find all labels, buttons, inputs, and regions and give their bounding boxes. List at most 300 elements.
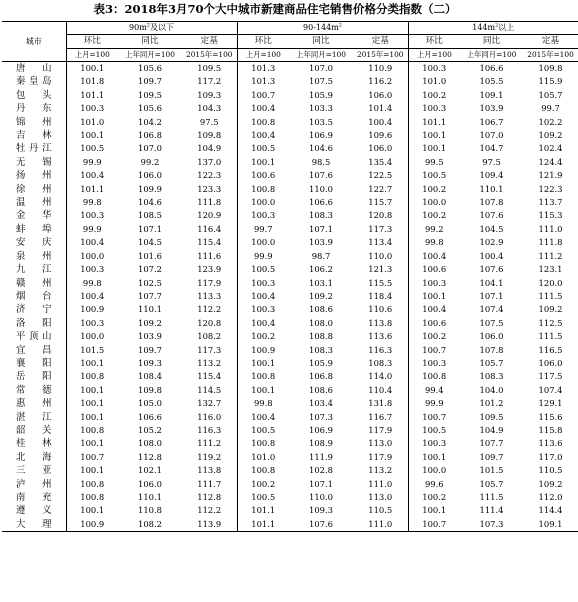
index-value-cell: 100.9 [66, 303, 118, 316]
index-value-cell: 109.2 [538, 130, 563, 141]
table-row [2, 464, 578, 477]
index-value-cell: 100.8 [408, 370, 460, 383]
group-label-sup: 2 [338, 22, 342, 29]
index-value-cell: 113.2 [197, 357, 222, 368]
index-value-cell: 101.0 [237, 451, 289, 464]
index-value-cell: 100.1 [66, 464, 118, 477]
table-title: 表3：2018年3月70个大中城市新建商品住宅销售价格分类指数（二） [93, 2, 457, 16]
index-value-cell: 101.1 [66, 89, 118, 102]
index-value-cell: 107.5 [479, 317, 504, 328]
index-value-cell: 99.2 [140, 156, 160, 167]
index-value-cell: 99.9 [408, 397, 460, 410]
index-value-cell: 107.7 [479, 438, 504, 449]
index-value-cell: 111.5 [538, 331, 563, 342]
index-value-cell: 99.9 [66, 156, 118, 169]
index-value-cell: 102.9 [479, 237, 504, 248]
index-value-cell: 108.3 [309, 210, 333, 221]
group-label-sup: 2 [495, 22, 499, 29]
index-value-cell: 113.0 [368, 438, 393, 449]
index-value-cell: 121.3 [368, 264, 393, 275]
index-value-cell: 113.7 [538, 197, 563, 208]
index-value-cell: 100.1 [66, 129, 118, 142]
index-value-cell: 99.6 [408, 478, 460, 491]
base-header: 上月=100 [237, 49, 289, 62]
index-value-cell: 109.3 [138, 357, 162, 368]
index-value-cell: 100.1 [408, 504, 460, 517]
index-value-cell: 100.7 [408, 344, 460, 357]
index-value-cell: 98.7 [311, 250, 331, 261]
index-value-cell: 116.0 [197, 411, 222, 422]
index-value-cell: 100.2 [237, 478, 289, 491]
index-value-cell: 111.5 [479, 492, 504, 502]
index-value-cell: 103.9 [479, 103, 504, 114]
index-value-cell: 105.0 [138, 398, 162, 409]
index-value-cell: 113.0 [368, 492, 393, 502]
index-value-cell: 111.2 [538, 250, 563, 261]
index-value-cell: 109.4 [479, 170, 504, 181]
index-value-cell: 100.9 [66, 518, 118, 532]
index-value-cell: 110.4 [368, 384, 393, 395]
table-row [2, 156, 578, 169]
index-value-cell: 100.0 [408, 196, 460, 209]
index-value-cell: 105.7 [538, 89, 563, 100]
table-row [2, 102, 578, 115]
index-value-cell: 112.8 [138, 451, 162, 462]
index-value-cell: 107.8 [479, 197, 504, 208]
group-header-medium [237, 22, 408, 35]
city-name-cell: 蚌埠 [16, 223, 52, 235]
table-row [2, 263, 578, 276]
index-value-cell: 113.8 [197, 465, 222, 476]
table-row [2, 424, 578, 437]
index-value-cell: 117.9 [368, 451, 393, 462]
group-label-base: 90m [129, 23, 147, 32]
index-value-cell: 100.3 [408, 62, 460, 76]
city-name-cell: 九江 [16, 264, 52, 276]
index-value-cell: 99.9 [66, 223, 118, 236]
index-value-cell: 107.1 [309, 478, 333, 489]
index-value-cell: 110.6 [368, 304, 393, 315]
city-name-cell: 湛江 [16, 411, 52, 423]
city-name-cell: 宜昌 [16, 344, 52, 356]
table-row [2, 504, 578, 517]
index-value-cell: 105.9 [309, 89, 333, 100]
index-value-cell: 115.4 [197, 237, 222, 248]
index-value-cell: 108.3 [479, 371, 504, 382]
index-value-cell: 100.1 [237, 384, 289, 397]
index-value-cell: 100.1 [408, 451, 460, 464]
base-header: 上年同月=100 [296, 50, 346, 59]
index-value-cell: 120.8 [197, 317, 222, 328]
table-row [2, 196, 578, 209]
index-value-cell: 102.1 [138, 465, 162, 476]
index-value-cell: 100.0 [408, 464, 460, 477]
index-value-cell: 100.0 [237, 196, 289, 209]
index-value-cell: 100.4 [237, 317, 289, 330]
table-row [2, 236, 578, 249]
index-value-cell: 120.8 [368, 210, 393, 221]
index-value-cell: 100.2 [408, 89, 460, 102]
index-value-cell: 113.8 [368, 317, 393, 328]
index-value-cell: 109.9 [138, 183, 162, 194]
index-value-cell: 100.1 [237, 357, 289, 370]
index-value-cell: 106.6 [309, 197, 333, 208]
table-row [2, 357, 578, 370]
table-row [2, 384, 578, 397]
index-value-cell: 100.3 [237, 277, 289, 290]
group-header-large [408, 22, 578, 35]
index-value-cell: 115.7 [368, 197, 393, 208]
index-value-cell: 107.1 [309, 223, 333, 234]
table-row [2, 344, 578, 357]
index-value-cell: 111.7 [197, 478, 222, 489]
index-value-cell: 99.8 [237, 397, 289, 410]
index-value-cell: 101.3 [237, 75, 289, 88]
index-value-cell: 100.4 [66, 169, 118, 182]
index-value-cell: 110.0 [309, 183, 333, 194]
base-header: 上月=100 [408, 49, 460, 62]
table-row [2, 169, 578, 182]
city-name-cell: 韶关 [16, 424, 52, 436]
index-value-cell: 100.1 [408, 142, 460, 155]
index-value-cell: 100.2 [408, 491, 460, 504]
index-value-cell: 129.1 [538, 398, 563, 409]
index-value-cell: 107.0 [309, 63, 333, 73]
city-name-cell: 南充 [16, 492, 52, 503]
city-name-cell: 惠州 [16, 398, 52, 410]
city-name-cell: 三亚 [16, 465, 52, 477]
index-value-cell: 101.2 [479, 398, 504, 409]
index-value-cell: 101.0 [66, 116, 118, 129]
index-value-cell: 117.9 [197, 277, 222, 288]
index-value-cell: 105.5 [479, 76, 504, 87]
metric-header: 定基 [353, 35, 408, 49]
city-name-cell: 温州 [16, 197, 52, 209]
table-row [2, 209, 578, 222]
index-value-cell: 107.3 [479, 518, 504, 529]
table-row [2, 183, 578, 196]
index-value-cell: 100.5 [66, 142, 118, 155]
index-value-cell: 103.9 [138, 331, 162, 342]
index-value-cell: 117.2 [197, 76, 222, 87]
index-value-cell: 101.5 [479, 465, 504, 476]
index-value-cell: 104.1 [479, 277, 504, 288]
index-value-cell: 116.4 [197, 223, 222, 234]
city-name-cell: 牡丹江 [16, 143, 52, 155]
index-value-cell: 99.7 [541, 103, 560, 114]
index-value-cell: 109.8 [138, 384, 162, 395]
index-value-cell: 122.3 [197, 170, 222, 181]
index-value-cell: 111.6 [197, 250, 222, 261]
city-name-cell: 泉州 [16, 250, 52, 262]
index-value-cell: 113.9 [197, 518, 222, 529]
index-value-cell: 109.6 [368, 130, 393, 141]
index-value-cell: 104.9 [197, 143, 222, 154]
index-value-cell: 106.0 [138, 478, 162, 489]
base-header: 上月=100 [66, 49, 118, 62]
index-value-cell: 104.7 [479, 143, 504, 154]
index-value-cell: 107.2 [138, 264, 162, 275]
index-value-cell: 106.6 [138, 411, 162, 422]
index-value-cell: 99.5 [408, 156, 460, 169]
index-value-cell: 102.2 [538, 116, 563, 127]
table-row [2, 317, 578, 330]
index-value-cell: 109.5 [479, 411, 504, 422]
index-value-cell: 104.6 [309, 143, 333, 154]
city-name-cell: 秦皇岛 [16, 76, 52, 88]
index-value-cell: 137.0 [197, 156, 222, 167]
index-value-cell: 100.1 [66, 397, 118, 410]
index-value-cell: 115.6 [538, 411, 563, 422]
index-value-cell: 104.9 [479, 424, 504, 435]
city-name-cell: 锦州 [16, 116, 52, 128]
index-value-cell: 110.5 [368, 505, 393, 516]
index-value-cell: 100.1 [66, 384, 118, 397]
table-row [2, 129, 578, 142]
index-value-cell: 100.4 [408, 303, 460, 316]
index-value-cell: 100.3 [66, 102, 118, 115]
index-value-cell: 99.8 [66, 277, 118, 290]
index-value-cell: 100.4 [237, 102, 289, 115]
index-value-cell: 109.8 [197, 130, 222, 141]
index-value-cell: 100.4 [368, 116, 393, 127]
index-value-cell: 100.2 [408, 330, 460, 343]
index-value-cell: 105.7 [479, 478, 504, 489]
index-value-cell: 108.5 [138, 210, 162, 221]
table-row [2, 62, 578, 76]
index-value-cell: 100.3 [237, 209, 289, 222]
index-value-cell: 100.5 [237, 263, 289, 276]
index-value-cell: 123.3 [197, 183, 222, 194]
index-value-cell: 107.0 [138, 143, 162, 154]
city-name-cell: 大理 [16, 518, 52, 530]
table-row [2, 116, 578, 129]
index-value-cell: 100.0 [66, 250, 118, 263]
index-value-cell: 117.9 [368, 424, 393, 435]
table-row [2, 75, 578, 88]
index-value-cell: 107.7 [138, 290, 162, 301]
index-value-cell: 107.6 [309, 518, 333, 529]
index-value-cell: 99.4 [408, 384, 460, 397]
index-value-cell: 100.1 [66, 504, 118, 517]
index-value-cell: 109.8 [538, 63, 563, 73]
index-value-cell: 97.5 [199, 116, 219, 127]
metric-header: 定基 [523, 35, 578, 49]
index-value-cell: 100.8 [237, 437, 289, 450]
index-value-cell: 119.2 [197, 451, 222, 462]
index-value-cell: 114.0 [368, 371, 393, 382]
index-value-cell: 100.1 [408, 290, 460, 303]
index-value-cell: 115.5 [368, 277, 393, 288]
index-value-cell: 106.0 [479, 331, 504, 342]
index-value-cell: 112.5 [538, 317, 563, 328]
group-label-base: 144m [472, 23, 496, 32]
price-index-table [2, 21, 578, 532]
index-value-cell: 99.7 [237, 223, 289, 236]
index-value-cell: 105.7 [479, 357, 504, 368]
index-value-cell: 100.5 [237, 142, 289, 155]
base-header: 2015年=100 [357, 50, 404, 59]
index-value-cell: 100.7 [408, 518, 460, 532]
metric-header: 环比 [66, 35, 118, 49]
metric-header: 环比 [237, 35, 289, 49]
index-value-cell: 108.3 [368, 357, 393, 368]
header-row-groups [2, 22, 578, 35]
metric-header: 定基 [182, 35, 237, 49]
index-value-cell: 100.4 [408, 250, 460, 263]
index-value-cell: 111.0 [538, 223, 563, 234]
city-name-cell: 金华 [16, 210, 52, 222]
table-row [2, 290, 578, 303]
city-name-cell: 洛阳 [16, 317, 52, 329]
index-value-cell: 111.0 [368, 478, 393, 489]
index-value-cell: 106.9 [309, 424, 333, 435]
index-value-cell: 103.1 [309, 277, 333, 288]
index-value-cell: 107.0 [479, 130, 504, 141]
index-value-cell: 100.4 [237, 129, 289, 142]
index-value-cell: 100.3 [66, 209, 118, 222]
index-value-cell: 109.7 [138, 76, 162, 87]
index-value-cell: 116.2 [368, 76, 393, 87]
index-value-cell: 106.8 [138, 130, 162, 141]
index-value-cell: 100.1 [237, 156, 289, 169]
base-header: 2015年=100 [186, 50, 233, 59]
index-value-cell: 103.4 [309, 398, 333, 409]
index-value-cell: 99.8 [66, 196, 118, 209]
index-value-cell: 131.8 [368, 398, 393, 409]
index-value-cell: 98.5 [311, 156, 331, 167]
index-value-cell: 112.2 [197, 505, 222, 516]
index-value-cell: 100.4 [66, 236, 118, 249]
index-value-cell: 116.3 [197, 424, 222, 435]
index-value-cell: 100.1 [66, 437, 118, 450]
index-value-cell: 99.2 [408, 223, 460, 236]
index-value-cell: 106.6 [479, 63, 504, 73]
index-value-cell: 105.2 [138, 424, 162, 435]
metric-header: 环比 [408, 35, 460, 49]
index-value-cell: 101.0 [408, 75, 460, 88]
city-name-cell: 烟台 [16, 290, 52, 302]
index-value-cell: 112.8 [197, 492, 222, 502]
index-value-cell: 107.6 [479, 210, 504, 221]
index-value-cell: 100.8 [66, 478, 118, 491]
index-value-cell: 109.2 [138, 317, 162, 328]
index-value-cell: 100.3 [408, 437, 460, 450]
index-value-cell: 100.3 [66, 263, 118, 276]
index-value-cell: 107.5 [309, 76, 333, 87]
index-value-cell: 100.6 [237, 169, 289, 182]
city-name-cell: 唐山 [16, 63, 52, 74]
index-value-cell: 116.3 [368, 344, 393, 355]
index-value-cell: 99.9 [237, 250, 289, 263]
index-value-cell: 115.9 [538, 76, 563, 87]
table-row [2, 89, 578, 102]
index-value-cell: 102.8 [309, 465, 333, 476]
index-value-cell: 113.2 [368, 465, 393, 476]
index-value-cell: 100.8 [237, 116, 289, 129]
table-row [2, 451, 578, 464]
index-value-cell: 121.9 [538, 170, 563, 181]
index-value-cell: 109.5 [138, 89, 162, 100]
metric-header: 同比 [289, 35, 353, 49]
index-value-cell: 112.2 [197, 304, 222, 315]
index-value-cell: 104.5 [138, 237, 162, 248]
index-value-cell: 135.4 [368, 156, 393, 167]
index-value-cell: 110.9 [368, 63, 393, 73]
index-value-cell: 107.4 [538, 384, 563, 395]
index-value-cell: 107.1 [138, 223, 162, 234]
base-header: 上年同月=100 [125, 50, 175, 59]
index-value-cell: 100.6 [408, 317, 460, 330]
index-value-cell: 100.6 [408, 263, 460, 276]
city-name-cell: 包头 [16, 89, 52, 101]
index-value-cell: 109.5 [197, 63, 222, 73]
index-value-cell: 97.5 [482, 156, 501, 167]
index-value-cell: 104.3 [197, 103, 222, 114]
index-value-cell: 106.0 [538, 357, 563, 368]
city-column-header: 城市 [2, 22, 66, 62]
index-value-cell: 106.0 [138, 170, 162, 181]
table-row [2, 370, 578, 383]
index-value-cell: 105.9 [309, 357, 333, 368]
index-value-cell: 109.7 [138, 344, 162, 355]
city-name-cell: 安庆 [16, 237, 52, 249]
index-value-cell: 120.9 [197, 210, 222, 221]
index-value-cell: 111.0 [368, 518, 393, 529]
metric-header: 同比 [460, 35, 523, 49]
index-value-cell: 100.8 [237, 464, 289, 477]
index-value-cell: 101.6 [138, 250, 162, 261]
index-value-cell: 100.3 [66, 317, 118, 330]
index-value-cell: 110.0 [368, 250, 393, 261]
index-value-cell: 111.8 [197, 197, 222, 208]
city-name-cell: 扬州 [16, 170, 52, 182]
index-value-cell: 104.6 [138, 197, 162, 208]
index-value-cell: 108.0 [138, 438, 162, 449]
index-value-cell: 106.8 [309, 371, 333, 382]
index-value-cell: 99.8 [408, 236, 460, 249]
index-value-cell: 101.3 [237, 62, 289, 76]
city-name-cell: 泸州 [16, 478, 52, 490]
index-value-cell: 109.7 [479, 451, 504, 462]
table-row [2, 330, 578, 343]
table-row [2, 277, 578, 290]
index-value-cell: 100.1 [408, 129, 460, 142]
index-value-cell: 106.0 [368, 143, 393, 154]
index-value-cell: 100.8 [237, 370, 289, 383]
table-row [2, 478, 578, 491]
index-value-cell: 123.1 [538, 264, 563, 275]
index-value-cell: 104.5 [479, 223, 504, 234]
index-value-cell: 132.7 [197, 398, 222, 409]
index-value-cell: 113.4 [368, 237, 393, 248]
index-value-cell: 106.9 [309, 130, 333, 141]
table-row [2, 411, 578, 424]
index-value-cell: 120.0 [538, 277, 563, 288]
index-value-cell: 100.5 [408, 169, 460, 182]
index-value-cell: 107.8 [479, 344, 504, 355]
index-value-cell: 100.1 [66, 411, 118, 424]
city-name-cell: 吉林 [16, 130, 52, 142]
index-value-cell: 100.8 [66, 491, 118, 504]
index-value-cell: 103.9 [309, 237, 333, 248]
index-value-cell: 110.1 [479, 183, 504, 194]
index-value-cell: 100.2 [408, 183, 460, 196]
city-name-cell: 北海 [16, 451, 52, 463]
index-value-cell: 100.4 [66, 290, 118, 303]
index-value-cell: 107.4 [479, 304, 504, 315]
index-value-cell: 100.7 [408, 411, 460, 424]
